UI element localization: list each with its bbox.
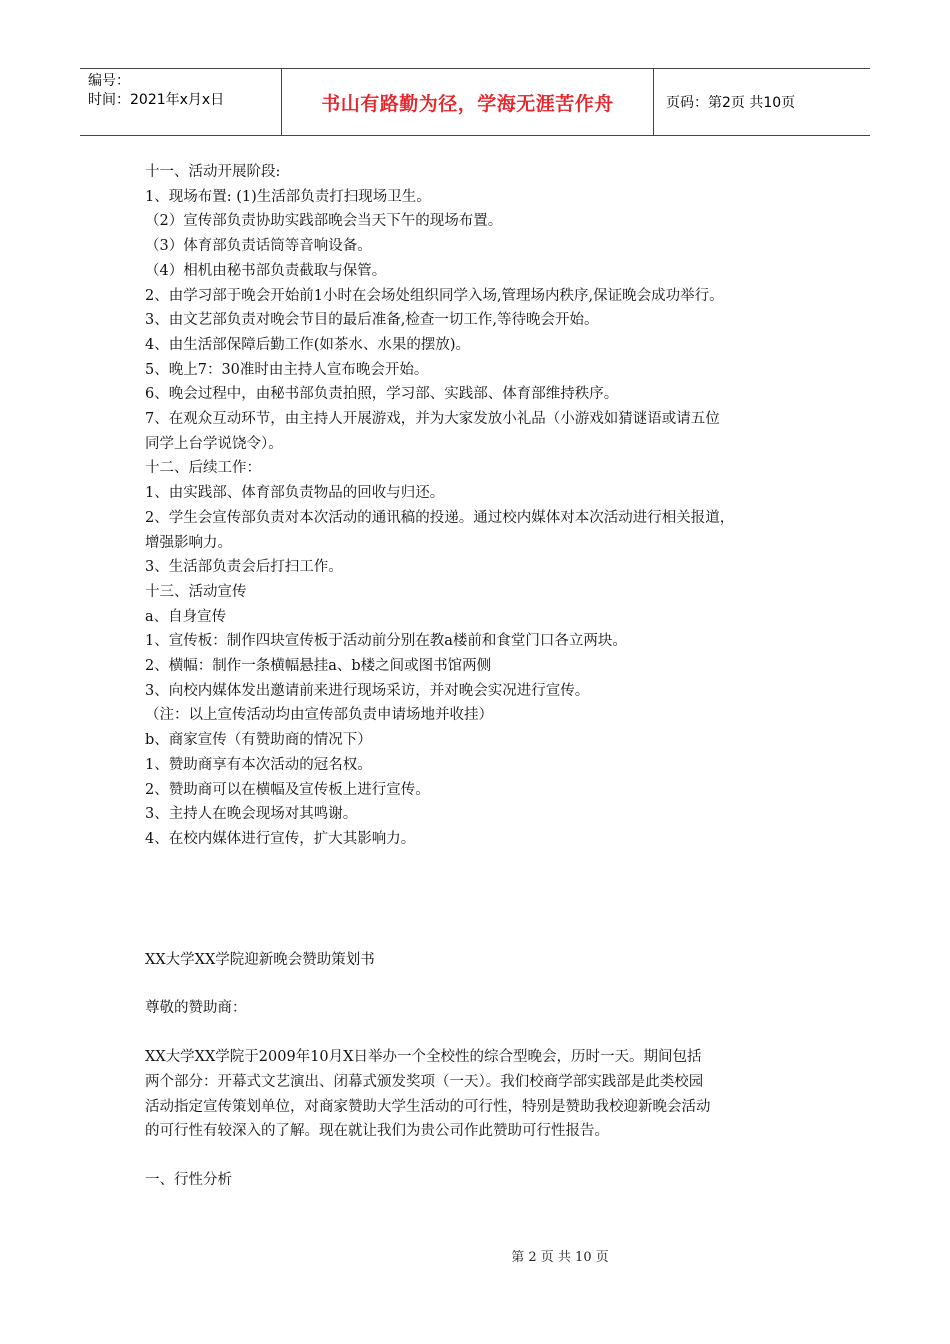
body-line: 1、宣传板：制作四块宣传板于活动前分别在教a楼前和食堂门口各立两块。 — [145, 633, 627, 650]
body-line: 3、向校内媒体发出邀请前来进行现场采访，并对晚会实况进行宣传。 — [145, 682, 590, 699]
salutation: 尊敬的赞助商： — [145, 1000, 247, 1017]
document-body — [145, 160, 825, 1193]
intro-line: 活动指定宣传策划单位，对商家赞助大学生活动的可行性，特别是赞助我校迎新晚会活动 — [145, 1098, 711, 1115]
page-header — [80, 68, 870, 136]
body-line: 2、赞助商可以在横幅及宣传板上进行宣传。 — [145, 781, 430, 798]
header-meta — [80, 69, 282, 135]
intro-line: XX大学XX学院于2009年10月X日举办一个全校性的综合型晚会，历时一天。期间包括 — [145, 1049, 702, 1066]
body-line: 5、晚上7：30准时由主持人宣布晚会开始。 — [145, 361, 429, 378]
proposal-title: XX大学XX学院迎新晚会赞助策划书 — [145, 951, 375, 968]
body-line: （注：以上宣传活动均由宣传部负责申请场地并收挂） — [145, 707, 493, 724]
body-line: （3）体育部负责话筒等音响设备。 — [145, 238, 372, 255]
body-line: 3、由文艺部负责对晚会节目的最后准备,检查一切工作,等待晚会开始。 — [145, 312, 599, 329]
body-line: b、商家宣传（有赞助商的情况下） — [145, 732, 372, 749]
body-line: 十一、活动开展阶段: — [145, 164, 281, 180]
activity-plan-section — [145, 160, 825, 852]
body-line: 2、学生会宣传部负责对本次活动的通讯稿的投递。通过校内媒体对本次活动进行相关报道， — [145, 509, 735, 526]
body-line: 增强影响力。 — [145, 534, 232, 551]
section-heading: 一、行性分析 — [145, 1171, 232, 1188]
page-footer: 第 2 页 共 10 页 — [511, 1250, 609, 1265]
intro-paragraph — [145, 1045, 825, 1144]
body-line: 7、在观众互动环节，由主持人开展游戏，并为大家发放小礼品（小游戏如猜谜语或请五位 — [145, 411, 720, 428]
body-line: 3、主持人在晚会现场对其鸣谢。 — [145, 806, 358, 823]
body-line: 1、赞助商享有本次活动的冠名权。 — [145, 756, 372, 773]
body-line: 2、由学习部于晚会开始前1小时在会场处组织同学入场,管理场内秩序,保证晚会成功举行。 — [145, 287, 724, 304]
intro-line: 的可行性有较深入的了解。现在就让我们为贵公司作此赞助可行性报告。 — [145, 1123, 609, 1140]
body-line: 4、在校内媒体进行宣传，扩大其影响力。 — [145, 830, 416, 847]
header-motto: 书山有路勤为径，学海无涯苦作舟 — [282, 69, 654, 135]
header-page-info: 页码：第2页 共10页 — [666, 95, 796, 111]
body-line: 十二、后续工作： — [145, 460, 261, 477]
body-line: 1、现场布置: (1)生活部负责打扫现场卫生。 — [145, 188, 431, 205]
body-line: （4）相机由秘书部负责截取与保管。 — [145, 262, 387, 279]
body-line: a、自身宣传 — [145, 608, 227, 625]
intro-line: 两个部分：开幕式文艺演出、闭幕式颁发奖项（一天）。我们校商学部实践部是此类校园 — [145, 1073, 704, 1090]
body-line: 2、横幅：制作一条横幅悬挂a、b楼之间或图书馆两侧 — [145, 658, 492, 675]
document-date-label: 时间：2021年x月x日 — [88, 92, 225, 108]
body-line: （2）宣传部负责协助实践部晚会当天下午的现场布置。 — [145, 213, 503, 230]
body-line: 6、晚会过程中，由秘书部负责拍照，学习部、实践部、体育部维持秩序。 — [145, 386, 619, 403]
document-number-label: 编号： — [88, 73, 130, 89]
body-line: 1、由实践部、体育部负责物品的回收与归还。 — [145, 485, 445, 502]
body-line: 同学上台学说饶令）。 — [145, 435, 283, 452]
body-line: 3、生活部负责会后打扫工作。 — [145, 559, 343, 576]
body-line: 4、由生活部保障后勤工作(如茶水、水果的摆放)。 — [145, 336, 471, 353]
body-line: 十三、活动宣传 — [145, 583, 247, 600]
